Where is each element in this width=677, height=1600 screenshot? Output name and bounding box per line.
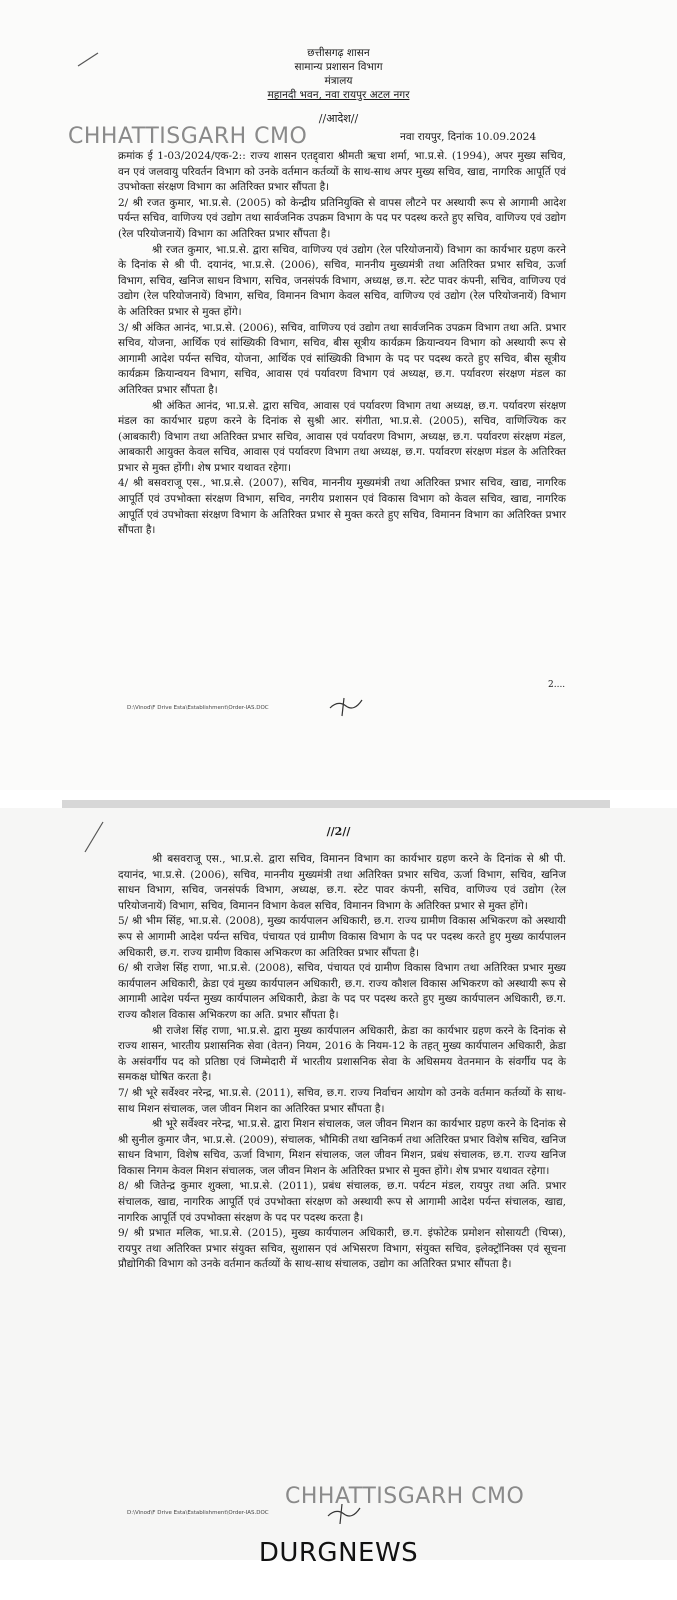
paragraph-11: 7/ श्री भूरे सर्वेश्वर नरेन्द्र, भा.प्र.से. (2011), सचिव, छ.ग. राज्य निर्वाचन आयोग को उनके वर्तमान कर्तव्यों के साथ-साथ मिशन संचालक, जल जीवन मिशन का अतिरिक्त प्रभार सौंपता है। (118, 1086, 566, 1115)
paragraph-1: क्रमांक ई 1-03/2024/एक-2:: राज्य शासन एतद्द्वारा श्रीमती ऋचा शर्मा, भा.प्र.से. (1994), अपर मुख्य सचिव, वन एवं जलवायु परिवर्तन विभाग को उनके वर्तमान कर्तव्यों के साथ-साथ अपर मुख्य सचिव, खाद्य, नागरिक आपूर्ति एवं उपभोक्ता संरक्षण विभाग का अतिरिक्त प्रभार सौंपता है। (118, 150, 566, 194)
watermark-top: CHHATTISGARH CMO (68, 124, 308, 149)
paragraph-5: श्री अंकित आनंद, भा.प्र.से. द्वारा सचिव, आवास एवं पर्यावरण विभाग तथा अध्यक्ष, छ.ग. पर्यावरण संरक्षण मंडल का कार्यभार ग्रहण करने के दिनांक से सुश्री आर. संगीता, भा.प्र.से. (2005), सचिव, वाणिज्यिक कर (आबकारी) विभाग तथा अतिरिक्त प्रभार सचिव, आवास एवं पर्यावरण विभाग, अध्यक्ष, छ.ग. पर्यावरण संरक्षण मंडल, आबकारी आयुक्त केवल सचिव, आवास एवं पर्यावरण विभाग तथा अध्यक्ष, छ.ग. पर्यावरण संरक्षण मंडल के अतिरिक्त प्रभार से मुक्त होंगी। शेष प्रभार यथावत रहेगा। (118, 399, 566, 474)
paragraph-10: श्री राजेश सिंह राणा, भा.प्र.से. द्वारा मुख्य कार्यपालन अधिकारी, क्रेडा का कार्यभार ग्रहण करने के दिनांक से राज्य शासन, भारतीय प्रशासनिक सेवा (वेतन) नियम, 2016 के नियम-12 के तहत् मुख्य कार्यपालन अधिकारी, क्रेडा के असंवर्गीय पद को प्रतिष्ठा एवं जिम्मेदारी में भारतीय प्रशासनिक सेवा के अधिसमय वेतनमान के संवर्गीय पद के समकक्ष घोषित करता है। (118, 1024, 566, 1084)
paragraph-8: 5/ श्री भीम सिंह, भा.प्र.से. (2008), मुख्य कार्यपालन अधिकारी, छ.ग. राज्य ग्रामीण विकास अभिकरण को अस्थायी रूप से आगामी आदेश पर्यन्त सचिव, पंचायत एवं ग्रामीण विकास विभाग के पद पर पदस्थ करते हुए मुख्य कार्यपालन अधिकारी, छ.ग. राज्य ग्रामीण विकास अभिकरण का अतिरिक्त प्रभार सौंपता है। (118, 915, 566, 959)
paragraph-14: 9/ श्री प्रभात मलिक, भा.प्र.से. (2015), मुख्य कार्यपालन अधिकारी, छ.ग. इंफोटेक प्रमोशन सोसायटी (चिप्स), रायपुर तथा अतिरिक्त प्रभार संयुक्त सचिव, सुशासन एवं अभिसरण विभाग, संयुक्त सचिव, इलेक्ट्रॉनिक्स एवं सूचना प्रौद्योगिकी विभाग को उनके वर्तमान कर्तव्यों के साथ-साथ संचालक, उद्योग का अतिरिक्त प्रभार सौंपता है। (118, 1227, 566, 1271)
page1-body (118, 149, 566, 539)
paragraph-9: 6/ श्री राजेश सिंह राणा, भा.प्र.से. (2008), सचिव, पंचायत एवं ग्रामीण विकास विभाग तथा अतिरिक्त प्रभार मुख्य कार्यपालन अधिकारी, क्रेडा एवं मुख्य कार्यपालन अधिकारी, छ.ग. राज्य कौशल विकास अभिकरण को अस्थायी रूप से आगामी आदेश पर्यन्त मुख्य कार्यपालन अधिकारी, क्रेडा के पद पर पदस्थ करते हुए मुख्य कार्यपालन अधिकारी, छ.ग. राज्य कौशल विकास अभिकरण का अति. प्रभार सौंपता है। (118, 962, 566, 1021)
order-title: //आदेश// (318, 112, 359, 125)
department-name: सामान्य प्रशासन विभाग (294, 61, 383, 73)
file-path: D:\Vinod\F Drive Esta\Establishment\Order-IAS.DOC (127, 1510, 269, 1516)
paragraph-3: श्री रजत कुमार, भा.प्र.से. द्वारा सचिव, वाणिज्य एवं उद्योग (रेल परियोजनायें) विभाग का कार्यभार ग्रहण करने के दिनांक से श्री पी. दयानंद, भा.प्र.से. (2006), सचिव, माननीय मुख्यमंत्री तथा अतिरिक्त प्रभार सचिव, ऊर्जा विभाग, सचिव, खनिज साधन विभाग, सचिव, जनसंपर्क विभाग, अध्यक्ष, छ.ग. स्टेट पावर कंपनी, सचिव, वाणिज्य एवं उद्योग (रेल परियोजनायें) विभाग, सचिव, विमानन विभाग केवल सचिव, वाणिज्य एवं उद्योग (रेल परियोजनायें) विभाग के अतिरिक्त प्रभार से मुक्त होंगे। (118, 243, 566, 318)
page-number: //2// (326, 825, 351, 838)
order-page-1 (0, 0, 677, 790)
page2-body (118, 852, 566, 1273)
source-caption: DURGNEWS (258, 1538, 419, 1568)
paragraph-4: 3/ श्री अंकित आनंद, भा.प्र.से. (2006), सचिव, वाणिज्य एवं उद्योग तथा सार्वजनिक उपक्रम विभाग तथा अति. प्रभार सचिव, योजना, आर्थिक एवं सांख्यिकी विभाग, सचिव, बीस सूत्रीय कार्यक्रम क्रियान्वयन विभाग को अस्थायी रूप से आगामी आदेश पर्यन्त सचिव, योजना, आर्थिक एवं सांख्यिकी विभाग के पद पर पदस्थ करते हुए सचिव, बीस सूत्रीय कार्यक्रम क्रियान्वयन विभाग, सचिव, आवास एवं पर्यावरण विभाग एवं अध्यक्ष, छ.ग. पर्यावरण संरक्षण मंडल का अतिरिक्त प्रभार सौंपता है। (118, 321, 566, 396)
continued-marker: 2.... (548, 680, 566, 690)
order-date: नवा रायपुर, दिनांक 10.09.2024 (400, 131, 537, 143)
govt-name: छत्तीसगढ़ शासन (307, 47, 370, 59)
paragraph-12: श्री भूरे सर्वेश्वर नरेन्द्र, भा.प्र.से. द्वारा मिशन संचालक, जल जीवन मिशन का कार्यभार ग्रहण करने के दिनांक से श्री सुनील कुमार जैन, भा.प्र.से. (2009), संचालक, भौमिकी तथा खनिकर्म तथा अतिरिक्त प्रभार विशेष सचिव, खनिज साधन विभाग, विशेष सचिव, ऊर्जा विभाग, मिशन संचालक, जल जीवन मिशन, प्रबंध संचालक, छ.ग. राज्य खनिज विकास निगम केवल मिशन संचालक, जल जीवन मिशन के अतिरिक्त प्रभार से मुक्त होंगे। शेष प्रभार यथावत रहेगा। (118, 1118, 567, 1177)
signature-icon (328, 694, 364, 718)
file-path: D:\Vinod\F Drive Esta\Establishment\Order-IAS.DOC (127, 705, 269, 711)
secretariat-name: मंत्रालय (324, 75, 353, 87)
paragraph-7: श्री बसवराजू एस., भा.प्र.से. द्वारा सचिव, विमानन विभाग का कार्यभार ग्रहण करने के दिनांक से श्री पी. दयानंद, भा.प्र.से. (2006), सचिव, माननीय मुख्यमंत्री तथा अतिरिक्त प्रभार सचिव, ऊर्जा विभाग, सचिव, खनिज साधन विभाग, सचिव, जनसंपर्क विभाग, अध्यक्ष, छ.ग. स्टेट पावर कंपनी, सचिव, वाणिज्य एवं उद्योग (रेल परियोजनायें) विभाग, सचिव, विमानन विभाग केवल सचिव, विमानन विभाग के अतिरिक्त प्रभार से मुक्त होंगे। (118, 853, 566, 912)
watermark-bottom: CHHATTISGARH CMO (285, 1484, 525, 1509)
office-address: महानदी भवन, नवा रायपुर अटल नगर (267, 89, 410, 101)
paragraph-6: 4/ श्री बसवराजू एस., भा.प्र.से. (2007), सचिव, माननीय मुख्यमंत्री तथा अतिरिक्त प्रभार सचिव, खाद्य, नागरिक आपूर्ति एवं उपभोक्ता संरक्षण विभाग, सचिव, नगरीय प्रशासन एवं विकास विभाग को केवल सचिव, खाद्य, नागरिक आपूर्ति एवं उपभोक्ता संरक्षण विभाग के अतिरिक्त प्रभार से मुक्त करते हुए सचिव, विमानन विभाग का अतिरिक्त प्रभार सौंपता है। (118, 477, 566, 537)
paragraph-13: 8/ श्री जितेन्द्र कुमार शुक्ला, भा.प्र.से. (2011), प्रबंध संचालक, छ.ग. पर्यटन मंडल, रायपुर तथा अति. प्रभार संचालक, खाद्य, नागरिक आपूर्ति एवं उपभोक्ता संरक्षण को अस्थायी रूप से आगामी आदेश पर्यन्त संचालक, खाद्य, नागरिक आपूर्ति एवं उपभोक्ता संरक्षण के पद पर पदस्थ करता है। (118, 1180, 566, 1224)
signature-icon (326, 1500, 362, 1526)
paragraph-2: 2/ श्री रजत कुमार, भा.प्र.से. (2005) को केन्द्रीय प्रतिनियुक्ति से वापस लौटने पर अस्थायी रूप से आगामी आदेश पर्यन्त सचिव, वाणिज्य एवं उद्योग तथा सार्वजनिक उपक्रम विभाग के पद पर पदस्थ करते हुए सचिव, वाणिज्य एवं उद्योग (रेल परियोजनायें) विभाग का अतिरिक्त प्रभार सौंपता है। (118, 196, 566, 240)
